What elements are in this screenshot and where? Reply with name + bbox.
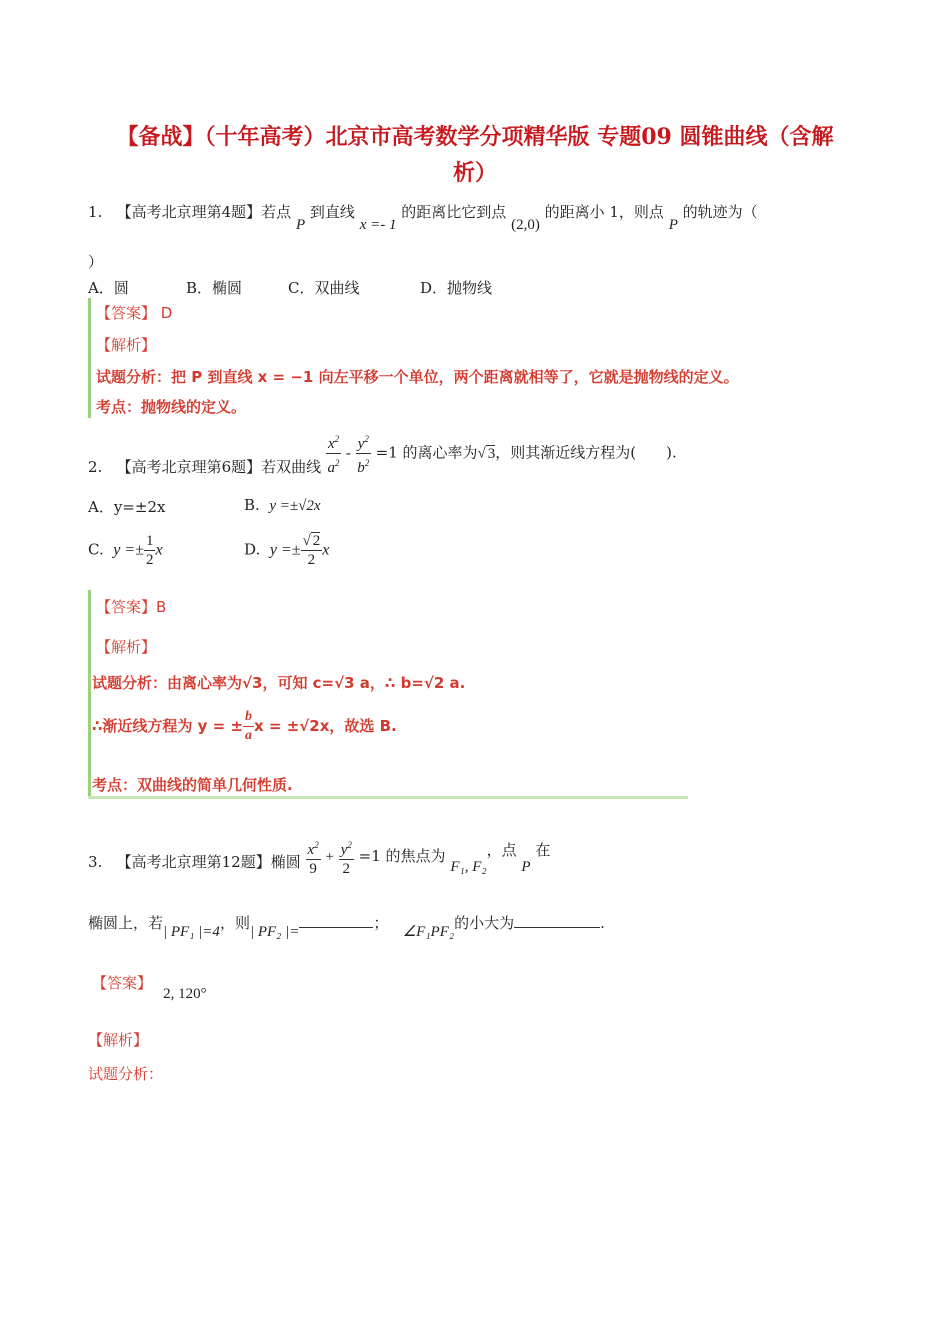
answer-label: 【答案】 <box>96 598 157 616</box>
analysis-text-1: 试题分析：把 P 到直线 x = −1 向左平移一个单位，两个距离就相等了，它就是抛物线的定义。 <box>96 368 739 386</box>
question-number: 3. <box>88 853 103 871</box>
question-2: 2. 【高考北京理第6题】若双曲线 $\frac{x^2}{a^2}$ - $\frac{y^2}{b^2}$ =1 的离心率为√ 3，则其渐近线方程为( ). <box>88 430 677 480</box>
page-title: 【备战】（十年高考）北京市高考数学分项精华版 专题09 圆锥曲线（含解 <box>116 124 834 150</box>
answer-value: B <box>156 598 167 616</box>
angle: ∠F₁PF₂ <box>402 924 455 940</box>
fraction-b-a: $\frac{b}{a}$ <box>245 709 253 743</box>
option-value: y =±√2x <box>269 498 321 514</box>
answer-1 <box>96 302 172 323</box>
option-c: C．双曲线 <box>288 279 360 297</box>
answer-box-bottom <box>88 796 688 799</box>
text: 椭圆 <box>270 853 301 871</box>
page-title-cont: 析） <box>452 160 497 186</box>
question-source: 【高考北京理第6题】 <box>116 457 262 476</box>
text: 的距离比它到点 <box>401 203 507 221</box>
question-number: 2. <box>88 457 103 476</box>
answer-box-1 <box>88 298 91 418</box>
fraction-y2-2: $\frac{y^2}{2}$ <box>339 836 354 878</box>
text: ，则其渐近线方程为( ). <box>495 443 677 462</box>
foci: F₁, F₂ <box>450 859 487 875</box>
point-coord: (2,0) <box>511 217 540 233</box>
answer-label: 【答案】 <box>92 974 153 992</box>
text: 椭圆上，若 <box>88 914 164 932</box>
question-source: 【高考北京理第12题】 <box>116 853 271 871</box>
keypoint-2: 考点：双曲线的简单几何性质. <box>92 776 293 794</box>
fraction-y2-b2: $\frac{y^2}{b^2}$ <box>356 430 371 477</box>
text: 的轨迹为（ <box>682 203 758 221</box>
analysis-label-2: 【解析】 <box>96 638 157 656</box>
answer-2 <box>96 596 166 617</box>
pf1: | PF₁ |=4 <box>163 924 220 940</box>
option-a: A．圆 <box>88 279 129 297</box>
asymptote-line <box>92 708 397 745</box>
keypoint-1: 考点：抛物线的定义。 <box>96 398 247 416</box>
question-source: 【高考北京理第4题】 <box>116 203 262 221</box>
analysis-label-3: 【解析】 <box>88 1031 149 1049</box>
analysis-text-3: 试题分析： <box>88 1065 164 1083</box>
fraction-x2-9: $\frac{x^2}{9}$ <box>306 836 321 878</box>
analysis-text-2: 试题分析：由离心率为√3，可知 c=√3 a，∴ b=√2 a. <box>92 674 466 692</box>
option-c: C. y =± $\frac{1}{2}$ x <box>88 533 163 568</box>
option-d: D．抛物线 <box>420 279 493 297</box>
text: x = ±√2x，故选 B. <box>254 717 397 735</box>
text: =1 的焦点为 <box>358 847 446 865</box>
option-a: A．y=±2x <box>88 498 166 516</box>
text: 的距离小 1，则点 <box>544 203 664 221</box>
pf2: | PF₂ |= <box>249 924 300 940</box>
blank-2[interactable] <box>514 927 600 928</box>
text: 到直线 <box>309 203 355 221</box>
text: 的小大为 <box>454 914 515 932</box>
question-number: 1. <box>88 203 103 221</box>
option-label: B. <box>244 496 260 514</box>
text: ，则 <box>219 914 250 932</box>
option-label: C. <box>88 540 104 559</box>
line-eq: x =- 1 <box>359 217 397 233</box>
text: ，点 <box>486 841 517 859</box>
answer-label: 【答案】 <box>96 304 157 322</box>
text: ； <box>373 914 389 932</box>
option-b: B．椭圆 <box>186 279 243 297</box>
question-3-line2 <box>88 912 605 940</box>
fraction-x2-a2: $\frac{x^2}{a^2}$ <box>326 430 341 477</box>
point-p: P <box>521 859 531 875</box>
option-label: D. <box>244 540 261 559</box>
text: 若双曲线 <box>261 457 322 476</box>
answer-3 <box>92 972 207 1002</box>
question-close: ） <box>88 253 104 271</box>
options-row <box>88 277 492 298</box>
text: ∴渐近线方程为 y = ± <box>92 717 244 735</box>
text: . <box>600 914 605 932</box>
analysis-label-1: 【解析】 <box>96 336 157 354</box>
eccentricity: 3 <box>487 445 496 462</box>
text: 若点 <box>261 203 292 221</box>
answer-value: 2, 120° <box>163 986 207 1002</box>
fraction-1-2: $\frac{1}{2}$ <box>145 533 154 568</box>
fraction-sqrt2-2: $\frac{√ 2}{2}$ <box>302 533 321 568</box>
text: 在 <box>535 841 551 859</box>
question-1 <box>88 201 758 233</box>
point-p: P <box>668 217 678 233</box>
point-p: P <box>295 217 306 233</box>
option-d: D. y =± $\frac{√ 2}{2}$ x <box>244 533 330 568</box>
answer-value: D <box>160 304 173 322</box>
option-b <box>244 496 321 515</box>
question-3: 3. 【高考北京理第12题】椭圆 $\frac{x^2}{9}$ + $\frac{y^2}{2}$ =1 的焦点为 F₁, F₂，点 P 在 <box>88 836 550 890</box>
answer-box-2 <box>88 590 91 797</box>
text: =1 的离心率为 <box>375 443 478 462</box>
blank-1[interactable] <box>299 927 373 928</box>
